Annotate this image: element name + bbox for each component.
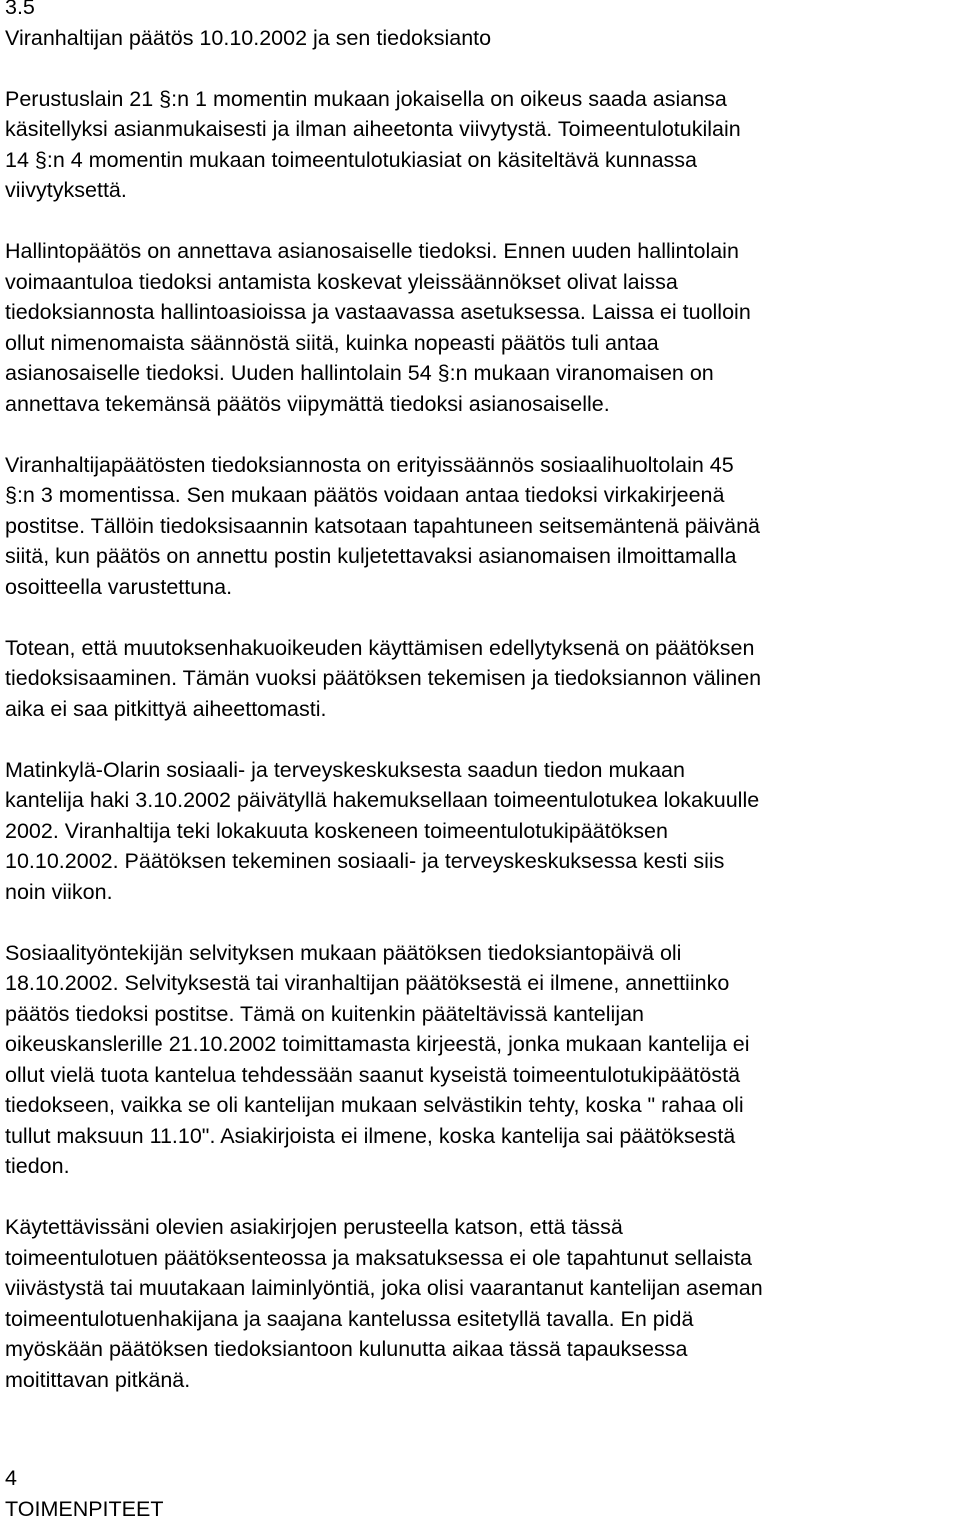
body-text	[5, 84, 959, 1396]
text-line: aika ei saa pitkittyä aiheettomasti.	[5, 696, 327, 721]
next-section-number: 4	[5, 1466, 17, 1490]
paragraph	[5, 633, 959, 725]
text-line: annettava tekemänsä päätös viipymättä tiedoksi asianosaiselle.	[5, 391, 610, 416]
text-line: toimeentulotuen päätöksenteossa ja maksatuksessa ei ole tapahtunut sellaista	[5, 1245, 752, 1270]
paragraph	[5, 450, 959, 603]
text-line: ollut vielä tuota kantelua tehdessään saanut kyseistä toimeentulotukipäätöstä	[5, 1062, 741, 1087]
spacer	[5, 206, 959, 237]
spacer	[5, 724, 959, 755]
spacer	[5, 1182, 959, 1213]
text-line: Sosiaalityöntekijän selvityksen mukaan päätöksen tiedoksiantopäivä oli	[5, 940, 682, 965]
text-line: toimeentulotuenhakijana ja saajana kantelussa esitetyllä tavalla. En pidä	[5, 1306, 694, 1331]
text-line: Viranhaltijapäätösten tiedoksiannosta on erityissäännös sosiaalihuoltolain 45	[5, 452, 734, 477]
text-line: 14 §:n 4 momentin mukaan toimeentulotukiasiat on käsiteltävä kunnassa	[5, 147, 697, 172]
text-line: postitse. Tällöin tiedoksisaannin katsotaan tapahtuneen seitsemäntenä päivänä	[5, 513, 761, 538]
spacer	[5, 53, 959, 84]
text-line: 2002. Viranhaltija teki lokakuuta koskeneen toimeentulotukipäätöksen	[5, 818, 668, 843]
text-line: oikeuskanslerille 21.10.2002 toimittamasta kirjeestä, jonka mukaan kantelija ei	[5, 1032, 750, 1056]
text-line: Totean, että muutoksenhakuoikeuden käyttämisen edellytyksenä on päätöksen	[5, 635, 755, 660]
text-line: 10.10.2002. Päätöksen tekeminen sosiaali- ja terveyskeskuksessa kesti siis	[5, 849, 725, 873]
paragraph	[5, 1212, 959, 1395]
document-page	[5, 0, 959, 1395]
paragraph	[5, 938, 959, 1182]
text-line: Matinkylä-Olarin sosiaali- ja terveyskeskuksesta saadun tiedon mukaan	[5, 757, 685, 782]
text-line: siitä, kun päätös on annettu postin kuljetettavaksi asianomaisen ilmoittamalla	[5, 544, 737, 568]
text-line: ollut nimenomaista säännöstä siitä, kuinka nopeasti päätös tuli antaa	[5, 330, 659, 355]
paragraph	[5, 236, 959, 419]
text-line: 18.10.2002. Selvityksestä tai viranhaltijan päätöksestä ei ilmene, annettiinko	[5, 971, 730, 995]
text-line: Käytettävissäni olevien asiakirjojen perusteella katson, että tässä	[5, 1215, 623, 1239]
text-line: kantelija haki 3.10.2002 päivätyllä hakemuksellaan toimeentulotukea lokakuulle	[5, 788, 760, 812]
text-line: Hallintopäätös on annettava asianosaiselle tiedoksi. Ennen uuden hallintolain	[5, 239, 739, 263]
text-line: tiedon.	[5, 1154, 70, 1178]
next-section-title: TOIMENPITEET	[5, 1496, 164, 1521]
section-number: 3.5	[5, 0, 35, 19]
text-line: §:n 3 momentissa. Sen mukaan päätös voidaan antaa tiedoksi virkakirjeenä	[5, 483, 725, 507]
text-line: viivästystä tai muutakaan laiminlyöntiä, joka olisi vaarantanut kantelijan aseman	[5, 1276, 763, 1300]
spacer	[5, 419, 959, 450]
text-line: asianosaiselle tiedoksi. Uuden hallintolain 54 §:n mukaan viranomaisen on	[5, 361, 714, 385]
text-line: moitittavan pitkänä.	[5, 1367, 191, 1392]
text-line: noin viikon.	[5, 879, 113, 904]
text-line: Perustuslain 21 §:n 1 momentin mukaan jokaisella on oikeus saada asiansa	[5, 86, 727, 111]
text-line: tiedoksiannosta hallintoasioissa ja vastaavassa asetuksessa. Laissa ei tuolloin	[5, 300, 751, 324]
text-line: tullut maksuun 11.10". Asiakirjoista ei ilmene, koska kantelija sai päätöksestä	[5, 1123, 736, 1148]
next-section-heading	[5, 1463, 959, 1524]
paragraph	[5, 84, 959, 206]
spacer	[5, 602, 959, 633]
text-line: viivytyksettä.	[5, 178, 127, 202]
text-line: päätös tiedoksi postitse. Tämä on kuitenkin pääteltävissä kantelijan	[5, 1001, 645, 1026]
text-line: osoitteella varustettuna.	[5, 574, 233, 599]
text-line: myöskään päätöksen tiedoksiantoon kulunutta aikaa tässä tapauksessa	[5, 1337, 688, 1361]
text-line: käsitellyksi asianmukaisesti ja ilman aiheetonta viivytystä. Toimeentulotukilain	[5, 117, 741, 141]
paragraph	[5, 755, 959, 908]
spacer	[5, 907, 959, 938]
text-line: voimaantuloa tiedoksi antamista koskevat yleissäännökset olivat laissa	[5, 269, 678, 294]
text-line: tiedokseen, vaikka se oli kantelijan mukaan selvästikin tehty, koska " rahaa oli	[5, 1093, 744, 1117]
text-line: tiedoksisaaminen. Tämän vuoksi päätöksen tekemisen ja tiedoksiannon välinen	[5, 666, 762, 690]
section-title: Viranhaltijan päätös 10.10.2002 ja sen tiedoksianto	[5, 25, 492, 50]
